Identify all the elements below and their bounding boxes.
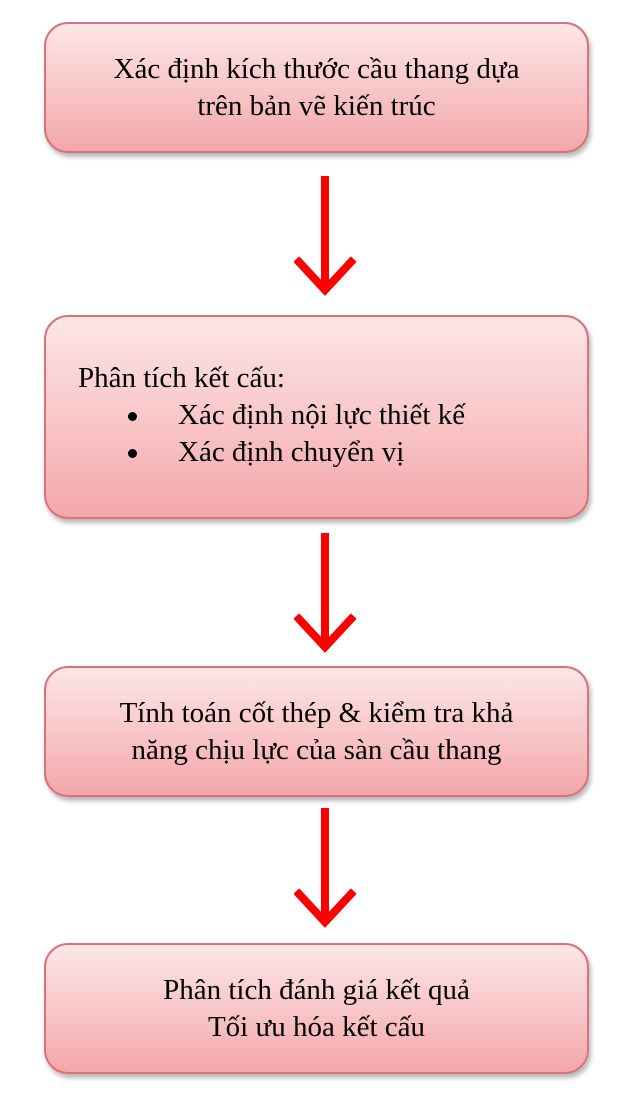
down-arrow-1	[294, 176, 356, 296]
down-arrow-2	[294, 533, 356, 653]
step-2-bullet-text: Xác định nội lực thiết kế	[178, 399, 466, 431]
bullet-dot-icon	[128, 449, 137, 458]
step-4-line-1: Phân tích đánh giá kết quả	[163, 973, 470, 1006]
step-1-line-2: trên bản vẽ kiến trúc	[197, 89, 436, 122]
step-2-bullet-text: Xác định chuyển vị	[178, 436, 405, 468]
step-2-bullet-item	[78, 434, 587, 471]
step-2-heading: Phân tích kết cấu:	[78, 362, 285, 394]
step-2-box	[44, 315, 589, 519]
step-4-box	[44, 943, 589, 1074]
bullet-dot-icon	[128, 412, 137, 421]
step-3-box	[44, 666, 589, 797]
step-1-line-1: Xác định kích thước cầu thang dựa	[113, 52, 520, 85]
step-1-box	[44, 22, 589, 153]
step-4-line-2: Tối ưu hóa kết cấu	[207, 1010, 426, 1043]
step-2-bullet-item	[78, 397, 587, 434]
step-2-bullet-list	[78, 397, 587, 471]
step-3-line-1: Tính toán cốt thép & kiểm tra khả	[119, 696, 514, 729]
step-3-line-2: năng chịu lực của sàn cầu thang	[131, 733, 502, 766]
down-arrow-3	[294, 808, 356, 928]
